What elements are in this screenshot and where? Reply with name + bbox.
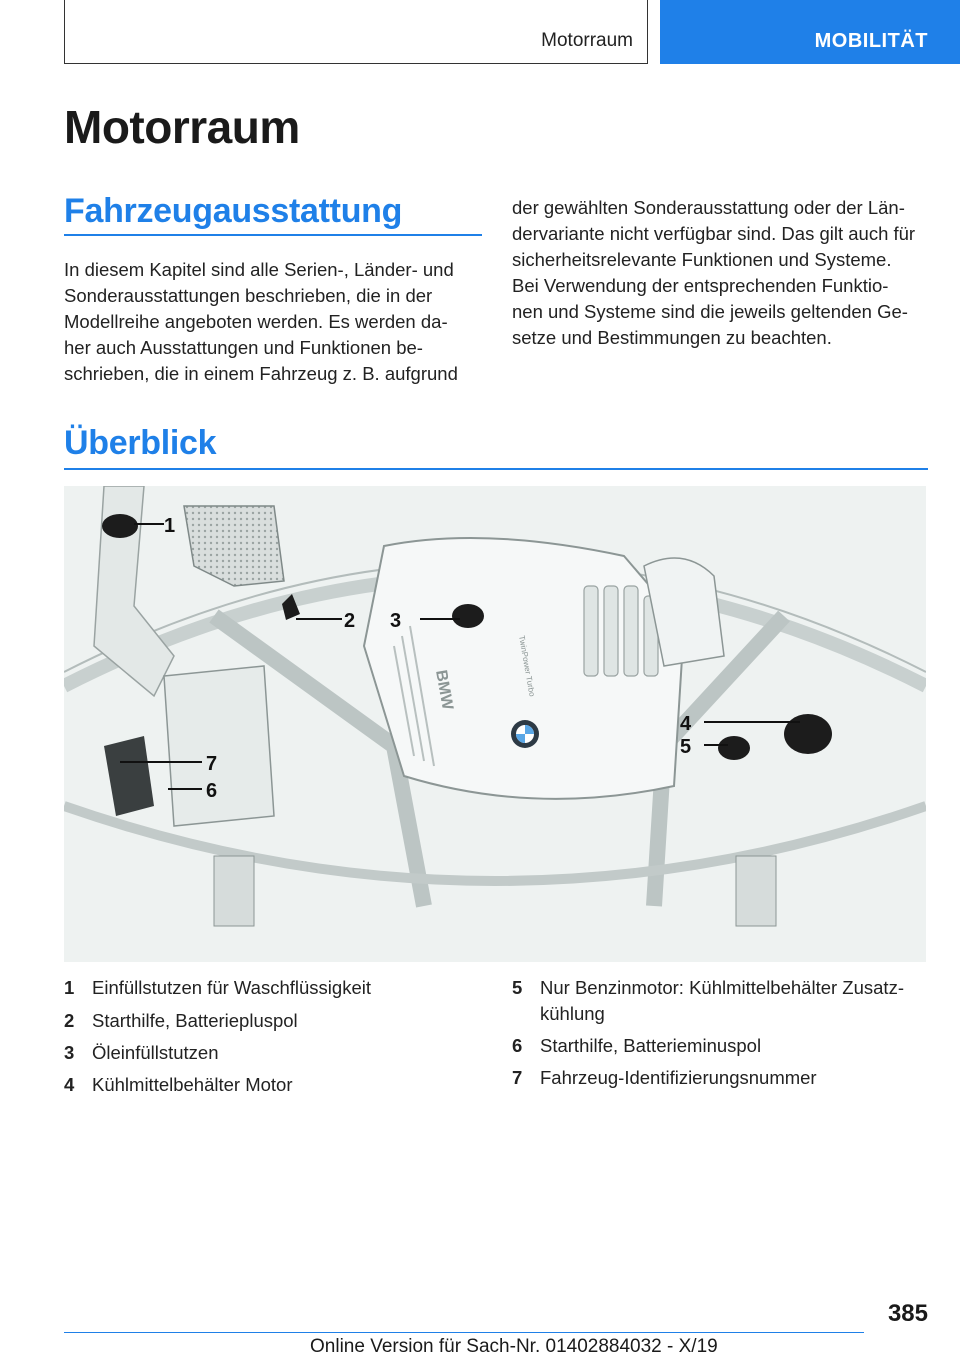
legend-text: Starthilfe, Batterieminuspol (540, 1035, 762, 1056)
oil-filler-cap (452, 604, 484, 628)
engine-bay-illustration (64, 486, 926, 962)
legend-text: Öleinfüllstutzen (92, 1042, 219, 1063)
legend-number: 4 (64, 1074, 75, 1095)
engine-brand-text: BMW (432, 668, 456, 712)
intro-paragraph-left (64, 257, 482, 387)
header-section-tab (64, 0, 648, 64)
text-line: sicherheitsrelevante Funktionen und Systeme. (512, 249, 892, 270)
callout-3: 3 (390, 610, 402, 632)
legend-number: 2 (64, 1010, 75, 1031)
engine-coolant-cap (784, 714, 832, 754)
text-line: her auch Ausstattungen und Funktionen be- (64, 337, 423, 358)
text-line: der gewählten Sonderausstattung oder der Län- (512, 197, 905, 218)
washer-fluid-cap (102, 514, 138, 538)
footer-divider (64, 1332, 864, 1333)
section-divider (64, 234, 482, 236)
aux-coolant-cap (718, 736, 750, 760)
legend-number: 3 (64, 1042, 75, 1063)
headlight-mount-right (736, 856, 776, 926)
header-section-label: Motorraum (541, 30, 633, 51)
text-line: In diesem Kapitel sind alle Serien-, Länder- und (64, 259, 454, 280)
text-line: Modellreihe angeboten werden. Es werden da- (64, 311, 448, 332)
footer-text: Online Version für Sach-Nr. 01402884032 - X/19 (310, 1336, 718, 1357)
engine-cover-text: TwinPower Turbo (517, 634, 537, 698)
text-line: Bei Verwendung der entsprechenden Funktio- (512, 275, 889, 296)
page-number: 385 (887, 1300, 928, 1327)
bmw-badge (511, 720, 539, 748)
callout-4: 4 (680, 713, 692, 735)
legend-number: 7 (512, 1067, 523, 1088)
legend-number: 1 (64, 977, 75, 998)
section-divider (64, 468, 928, 470)
header-chapter-tab (660, 0, 960, 64)
legend-text: Einfüllstutzen für Waschflüssigkeit (92, 977, 371, 998)
callout-5: 5 (680, 736, 692, 758)
text-line: schrieben, die in einem Fahrzeug z. B. aufgrund (64, 363, 458, 384)
text-line: nen und Systeme sind die jeweils geltenden Ge- (512, 301, 908, 322)
legend-text: Kühlmittelbehälter Motor (92, 1074, 293, 1095)
legend-text: Fahrzeug-Identifizierungsnummer (540, 1067, 817, 1088)
header-chapter-label: MOBILITÄT (814, 30, 928, 52)
page-title: Motorraum (64, 101, 300, 153)
legend-text: Starthilfe, Batteriepluspol (92, 1010, 298, 1031)
callout-7: 7 (206, 753, 218, 775)
intro-paragraph-right (512, 195, 932, 351)
legend-text: kühlung (540, 1003, 605, 1024)
section-title-fahrzeugausstattung: Fahrzeugausstattung (64, 192, 403, 230)
legend-text: Nur Benzinmotor: Kühlmittelbehälter Zusatz- (540, 977, 904, 998)
air-filter-box (164, 666, 274, 826)
callout-1: 1 (164, 515, 176, 537)
text-line: dervariante nicht verfügbar sind. Das gilt auch für (512, 223, 916, 244)
section-title-ueberblick: Überblick (64, 424, 217, 462)
legend-number: 6 (512, 1035, 523, 1056)
text-line: Sonderausstattungen beschrieben, die in der (64, 285, 433, 306)
headlight-mount-left (214, 856, 254, 926)
callout-6: 6 (206, 780, 218, 802)
text-line: setze und Bestimmungen zu beachten. (512, 327, 832, 348)
legend-number: 5 (512, 977, 523, 998)
callout-2: 2 (344, 610, 356, 632)
